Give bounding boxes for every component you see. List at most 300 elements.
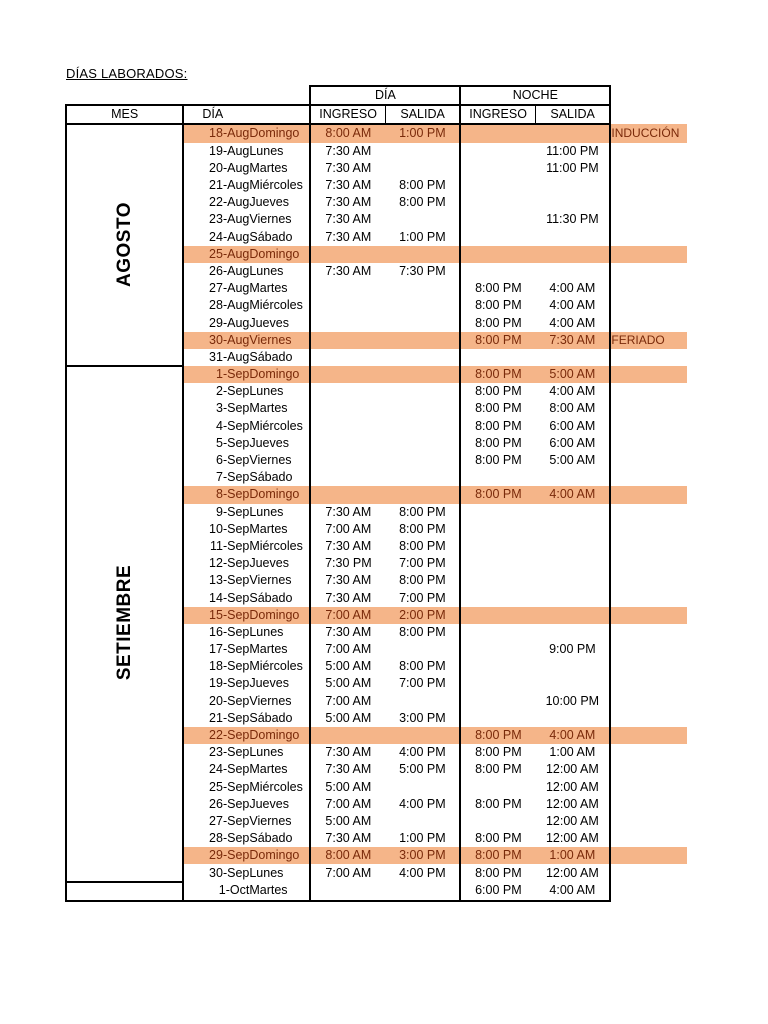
day-name-cell: Lunes bbox=[249, 745, 284, 760]
noche-ingreso-cell: 6:00 PM bbox=[460, 882, 535, 901]
dia-ingreso-cell: 7:30 PM bbox=[310, 555, 385, 572]
note-cell bbox=[610, 211, 687, 228]
day-name-cell: Domingo bbox=[249, 366, 310, 383]
noche-ingreso-cell: 8:00 PM bbox=[460, 366, 535, 383]
dia-ingreso-cell: 7:30 AM bbox=[310, 830, 385, 847]
day-name-cell: Domingo bbox=[249, 727, 310, 744]
noche-salida-cell bbox=[535, 229, 610, 246]
dia-salida-cell: 1:00 PM bbox=[385, 229, 460, 246]
note-cell bbox=[610, 744, 687, 761]
date-cell: 22-Aug bbox=[209, 195, 250, 210]
noche-ingreso-cell bbox=[460, 246, 535, 263]
noche-salida-cell: 12:00 AM bbox=[535, 830, 610, 847]
noche-ingreso-cell bbox=[460, 504, 535, 521]
day-name-cell: Miércoles bbox=[249, 178, 303, 193]
noche-ingreso-cell: 8:00 PM bbox=[460, 727, 535, 744]
dia-ingreso-cell: 7:30 AM bbox=[310, 761, 385, 778]
mes-header: MES bbox=[66, 105, 183, 124]
noche-salida-cell: 9:00 PM bbox=[535, 641, 610, 658]
noche-salida-cell bbox=[535, 572, 610, 589]
note-cell bbox=[610, 710, 687, 727]
noche-ingreso-cell: 8:00 PM bbox=[460, 297, 535, 314]
date-cell: 1-Sep bbox=[183, 366, 249, 383]
dia-salida-cell bbox=[385, 400, 460, 417]
date-cell: 25-Aug bbox=[183, 246, 249, 263]
dia-salida-cell: 8:00 PM bbox=[385, 194, 460, 211]
note-cell bbox=[610, 452, 687, 469]
noche-salida-cell bbox=[535, 675, 610, 692]
table-row bbox=[66, 882, 687, 901]
noche-ingreso-cell bbox=[460, 263, 535, 280]
dia-ingreso-cell: 7:30 AM bbox=[310, 504, 385, 521]
day-name-cell: Sábado bbox=[249, 470, 293, 485]
noche-ingreso-cell bbox=[460, 229, 535, 246]
note-cell bbox=[610, 761, 687, 778]
day-name-cell: Viernes bbox=[249, 693, 292, 708]
month-label: SETIEMBRE bbox=[114, 565, 136, 681]
noche-ingreso-cell: 8:00 PM bbox=[460, 761, 535, 778]
date-cell: 29-Aug bbox=[209, 315, 250, 330]
note-cell bbox=[610, 314, 687, 331]
dia-ingreso-cell bbox=[310, 314, 385, 331]
month-label: AGOSTO bbox=[114, 201, 136, 287]
date-cell: 26-Sep bbox=[209, 796, 250, 811]
noche-salida-cell: 4:00 AM bbox=[535, 383, 610, 400]
note-cell bbox=[610, 263, 687, 280]
day-name-cell: Miércoles bbox=[249, 779, 303, 794]
noche-salida-cell: 1:00 AM bbox=[535, 744, 610, 761]
dia-ingreso-cell: 7:30 AM bbox=[310, 624, 385, 641]
noche-salida-cell: 10:00 PM bbox=[535, 693, 610, 710]
dia-salida-cell bbox=[385, 211, 460, 228]
date-cell: 27-Sep bbox=[209, 813, 250, 828]
day-name-cell: Sábado bbox=[249, 349, 293, 364]
dia-salida-cell bbox=[385, 779, 460, 796]
noche-ingreso-cell: 8:00 PM bbox=[460, 400, 535, 417]
dia-salida-cell bbox=[385, 813, 460, 830]
dia-ingreso-cell: 5:00 AM bbox=[310, 658, 385, 675]
noche-ingreso-cell bbox=[460, 211, 535, 228]
dia-salida-cell: 8:00 PM bbox=[385, 504, 460, 521]
dia-ingreso-cell bbox=[310, 400, 385, 417]
date-cell: 27-Aug bbox=[209, 281, 250, 296]
dia-salida-cell: 8:00 PM bbox=[385, 538, 460, 555]
day-name-cell: Domingo bbox=[249, 486, 310, 503]
day-name-cell: Viernes bbox=[249, 813, 292, 828]
dia-salida-cell: 7:00 PM bbox=[385, 675, 460, 692]
note-cell bbox=[610, 658, 687, 675]
noche-ingreso-cell: 8:00 PM bbox=[460, 332, 535, 349]
noche-ingreso-cell: 8:00 PM bbox=[460, 435, 535, 452]
day-name-cell: Martes bbox=[249, 521, 288, 536]
note-cell bbox=[610, 143, 687, 160]
day-name-cell: Domingo bbox=[249, 847, 310, 864]
noche-ingreso-cell: 8:00 PM bbox=[460, 486, 535, 503]
dia-ingreso-cell bbox=[310, 418, 385, 435]
day-name-cell: Lunes bbox=[249, 865, 284, 880]
dia-ingreso-header: INGRESO bbox=[310, 105, 385, 124]
noche-salida-cell bbox=[535, 555, 610, 572]
dia-ingreso-cell: 7:30 AM bbox=[310, 263, 385, 280]
day-name-cell: Lunes bbox=[249, 143, 284, 158]
date-cell: 28-Aug bbox=[209, 298, 250, 313]
dia-ingreso-cell: 7:30 AM bbox=[310, 572, 385, 589]
note-cell bbox=[610, 297, 687, 314]
noche-ingreso-cell bbox=[460, 589, 535, 606]
noche-ingreso-cell: 8:00 PM bbox=[460, 452, 535, 469]
dia-ingreso-cell bbox=[310, 727, 385, 744]
month-label-cell bbox=[66, 124, 183, 366]
dia-ingreso-cell bbox=[310, 280, 385, 297]
note-cell bbox=[610, 693, 687, 710]
noche-salida-cell: 11:00 PM bbox=[535, 160, 610, 177]
noche-salida-cell: 6:00 AM bbox=[535, 418, 610, 435]
dia-salida-cell: 4:00 PM bbox=[385, 796, 460, 813]
date-cell: 7-Sep bbox=[216, 470, 250, 485]
day-name-cell: Viernes bbox=[249, 332, 310, 349]
noche-salida-cell: 6:00 AM bbox=[535, 435, 610, 452]
date-cell: 19-Aug bbox=[209, 143, 250, 158]
day-name-cell: Lunes bbox=[249, 504, 284, 519]
dia-ingreso-cell: 7:30 AM bbox=[310, 143, 385, 160]
noche-ingreso-cell bbox=[460, 693, 535, 710]
day-name-cell: Jueves bbox=[249, 556, 289, 571]
note-cell bbox=[610, 160, 687, 177]
dia-ingreso-cell bbox=[310, 486, 385, 503]
noche-ingreso-cell bbox=[460, 538, 535, 555]
date-cell: 9-Sep bbox=[216, 504, 250, 519]
noche-ingreso-cell bbox=[460, 521, 535, 538]
day-name-cell: Martes bbox=[249, 160, 288, 175]
noche-salida-cell: 12:00 AM bbox=[535, 779, 610, 796]
noche-salida-cell bbox=[535, 589, 610, 606]
noche-salida-cell: 11:30 PM bbox=[535, 211, 610, 228]
date-cell: 20-Sep bbox=[209, 693, 250, 708]
dia-salida-cell bbox=[385, 486, 460, 503]
dia-ingreso-cell: 7:30 AM bbox=[310, 211, 385, 228]
dia-ingreso-cell: 7:00 AM bbox=[310, 693, 385, 710]
day-name-cell: Miércoles bbox=[249, 298, 303, 313]
dia-ingreso-cell: 5:00 AM bbox=[310, 779, 385, 796]
noche-ingreso-cell: 8:00 PM bbox=[460, 864, 535, 881]
noche-salida-cell: 4:00 AM bbox=[535, 280, 610, 297]
dia-ingreso-cell: 5:00 AM bbox=[310, 675, 385, 692]
dia-ingreso-cell: 7:30 AM bbox=[310, 589, 385, 606]
noche-ingreso-cell bbox=[460, 124, 535, 142]
dia-ingreso-cell bbox=[310, 435, 385, 452]
noche-salida-cell: 4:00 AM bbox=[535, 882, 610, 901]
note-cell: FERIADO bbox=[610, 332, 687, 349]
date-cell: 19-Sep bbox=[209, 676, 250, 691]
noche-salida-cell bbox=[535, 177, 610, 194]
day-name-cell: Jueves bbox=[249, 796, 289, 811]
dia-ingreso-cell bbox=[310, 297, 385, 314]
dia-ingreso-cell: 5:00 AM bbox=[310, 813, 385, 830]
dia-salida-cell bbox=[385, 882, 460, 901]
note-cell bbox=[610, 521, 687, 538]
date-cell: 14-Sep bbox=[209, 590, 250, 605]
noche-ingreso-cell bbox=[460, 194, 535, 211]
dia-salida-cell: 1:00 PM bbox=[385, 830, 460, 847]
dia-header: DÍA bbox=[183, 105, 249, 124]
dia-salida-cell bbox=[385, 383, 460, 400]
group-header-row bbox=[66, 86, 687, 105]
noche-salida-cell: 11:00 PM bbox=[535, 143, 610, 160]
noche-salida-cell: 4:00 AM bbox=[535, 486, 610, 503]
table-row bbox=[66, 124, 687, 142]
noche-ingreso-cell: 8:00 PM bbox=[460, 418, 535, 435]
date-cell: 18-Sep bbox=[209, 659, 250, 674]
date-cell: 1-Oct bbox=[183, 882, 249, 901]
dia-salida-cell bbox=[385, 280, 460, 297]
noche-ingreso-cell bbox=[460, 641, 535, 658]
dia-ingreso-cell bbox=[310, 383, 385, 400]
dia-salida-cell: 8:00 PM bbox=[385, 624, 460, 641]
date-cell: 25-Sep bbox=[209, 779, 250, 794]
note-cell bbox=[610, 280, 687, 297]
note-cell bbox=[610, 589, 687, 606]
dia-ingreso-cell: 7:00 AM bbox=[310, 607, 385, 624]
noche-salida-cell: 7:30 AM bbox=[535, 332, 610, 349]
note-cell bbox=[610, 246, 687, 263]
noche-ingreso-cell: 8:00 PM bbox=[460, 314, 535, 331]
dia-salida-cell: 7:30 PM bbox=[385, 263, 460, 280]
note-cell bbox=[610, 349, 687, 366]
date-cell: 3-Sep bbox=[216, 401, 250, 416]
note-cell bbox=[610, 418, 687, 435]
note-cell bbox=[610, 194, 687, 211]
noche-ingreso-cell bbox=[460, 160, 535, 177]
note-cell bbox=[610, 624, 687, 641]
dia-salida-cell: 4:00 PM bbox=[385, 864, 460, 881]
date-cell: 4-Sep bbox=[216, 418, 250, 433]
day-name-cell: Domingo bbox=[249, 124, 310, 142]
dia-salida-cell bbox=[385, 727, 460, 744]
noche-salida-cell bbox=[535, 194, 610, 211]
date-cell: 26-Aug bbox=[209, 263, 250, 278]
noche-salida-cell bbox=[535, 349, 610, 366]
noche-ingreso-cell: 8:00 PM bbox=[460, 383, 535, 400]
note-cell bbox=[610, 779, 687, 796]
noche-salida-cell: 12:00 AM bbox=[535, 761, 610, 778]
noche-salida-cell: 1:00 AM bbox=[535, 847, 610, 864]
date-cell: 28-Sep bbox=[209, 831, 250, 846]
dia-ingreso-cell bbox=[310, 469, 385, 486]
date-cell: 22-Sep bbox=[183, 727, 249, 744]
dia-ingreso-cell: 8:00 AM bbox=[310, 124, 385, 142]
day-name-cell: Martes bbox=[249, 281, 288, 296]
dia-ingreso-cell: 7:30 AM bbox=[310, 744, 385, 761]
noche-salida-cell bbox=[535, 521, 610, 538]
noche-ingreso-cell bbox=[460, 349, 535, 366]
noche-ingreso-header: INGRESO bbox=[460, 105, 535, 124]
date-cell: 8-Sep bbox=[183, 486, 249, 503]
noche-salida-cell: 4:00 AM bbox=[535, 727, 610, 744]
date-cell: 2-Sep bbox=[216, 384, 250, 399]
dia-salida-cell bbox=[385, 469, 460, 486]
noche-salida-header: SALIDA bbox=[535, 105, 610, 124]
day-name-cell: Lunes bbox=[249, 384, 284, 399]
date-cell: 11-Sep bbox=[209, 538, 250, 553]
date-cell: 12-Sep bbox=[209, 556, 250, 571]
day-name-cell: Jueves bbox=[249, 195, 289, 210]
dia-ingreso-cell bbox=[310, 452, 385, 469]
dia-ingreso-cell: 7:00 AM bbox=[310, 521, 385, 538]
date-cell: 5-Sep bbox=[216, 435, 250, 450]
dia-ingreso-cell bbox=[310, 882, 385, 901]
noche-salida-cell bbox=[535, 538, 610, 555]
dia-ingreso-cell: 7:00 AM bbox=[310, 796, 385, 813]
note-cell bbox=[610, 555, 687, 572]
dia-ingreso-cell: 7:30 AM bbox=[310, 194, 385, 211]
noche-ingreso-cell bbox=[460, 572, 535, 589]
dia-salida-cell: 3:00 PM bbox=[385, 710, 460, 727]
day-name-cell: Domingo bbox=[249, 607, 310, 624]
day-name-cell: Martes bbox=[249, 642, 288, 657]
day-name-cell: Jueves bbox=[249, 676, 289, 691]
dia-salida-cell bbox=[385, 349, 460, 366]
sheet-title: DÍAS LABORADOS: bbox=[66, 66, 188, 81]
day-name-cell: Sábado bbox=[249, 710, 293, 725]
date-cell: 17-Sep bbox=[209, 642, 250, 657]
note-cell bbox=[610, 641, 687, 658]
date-cell: 23-Aug bbox=[209, 212, 250, 227]
noche-ingreso-cell bbox=[460, 624, 535, 641]
date-cell: 18-Aug bbox=[183, 124, 249, 142]
dia-salida-cell: 7:00 PM bbox=[385, 555, 460, 572]
note-cell bbox=[610, 830, 687, 847]
note-cell bbox=[610, 435, 687, 452]
date-cell: 20-Aug bbox=[209, 160, 250, 175]
note-cell bbox=[610, 229, 687, 246]
noche-salida-cell: 5:00 AM bbox=[535, 452, 610, 469]
noche-ingreso-cell bbox=[460, 177, 535, 194]
date-cell: 16-Sep bbox=[209, 624, 250, 639]
dia-ingreso-cell: 7:30 AM bbox=[310, 229, 385, 246]
dia-salida-cell: 2:00 PM bbox=[385, 607, 460, 624]
noche-salida-cell: 8:00 AM bbox=[535, 400, 610, 417]
dia-salida-cell: 8:00 PM bbox=[385, 658, 460, 675]
noche-salida-cell: 5:00 AM bbox=[535, 366, 610, 383]
noche-ingreso-cell: 8:00 PM bbox=[460, 744, 535, 761]
day-name-cell: Miércoles bbox=[249, 538, 303, 553]
day-name-cell: Jueves bbox=[249, 435, 289, 450]
dia-salida-cell bbox=[385, 693, 460, 710]
noche-salida-cell bbox=[535, 263, 610, 280]
note-cell bbox=[610, 864, 687, 881]
day-name-cell: Sábado bbox=[249, 831, 293, 846]
dia-ingreso-cell bbox=[310, 246, 385, 263]
dia-ingreso-cell: 7:30 AM bbox=[310, 538, 385, 555]
dia-salida-cell bbox=[385, 435, 460, 452]
noche-group-header: NOCHE bbox=[460, 86, 610, 105]
noche-salida-cell bbox=[535, 710, 610, 727]
dia-ingreso-cell: 7:00 AM bbox=[310, 641, 385, 658]
day-name-cell: Martes bbox=[249, 882, 310, 901]
date-cell: 21-Aug bbox=[209, 178, 250, 193]
noche-ingreso-cell bbox=[460, 555, 535, 572]
noche-ingreso-cell: 8:00 PM bbox=[460, 847, 535, 864]
noche-salida-cell: 4:00 AM bbox=[535, 314, 610, 331]
noche-salida-cell bbox=[535, 469, 610, 486]
dia-salida-cell bbox=[385, 418, 460, 435]
day-name-cell: Martes bbox=[249, 401, 288, 416]
note-cell: INDUCCIÓN bbox=[610, 124, 687, 142]
dia-ingreso-cell: 8:00 AM bbox=[310, 847, 385, 864]
dia-salida-cell bbox=[385, 452, 460, 469]
day-name-cell: Lunes bbox=[249, 263, 284, 278]
dia-salida-cell bbox=[385, 160, 460, 177]
noche-salida-cell bbox=[535, 246, 610, 263]
note-cell bbox=[610, 366, 687, 383]
dia-salida-cell: 5:00 PM bbox=[385, 761, 460, 778]
noche-salida-cell: 12:00 AM bbox=[535, 864, 610, 881]
date-cell: 13-Sep bbox=[209, 573, 250, 588]
day-name-cell: Viernes bbox=[249, 453, 292, 468]
dia-salida-cell: 4:00 PM bbox=[385, 744, 460, 761]
dia-ingreso-cell bbox=[310, 349, 385, 366]
dia-salida-cell bbox=[385, 246, 460, 263]
noche-salida-cell bbox=[535, 124, 610, 142]
note-cell bbox=[610, 469, 687, 486]
dia-salida-header: SALIDA bbox=[385, 105, 460, 124]
day-name-cell: Miércoles bbox=[249, 659, 303, 674]
dia-group-header: DÍA bbox=[310, 86, 460, 105]
noche-salida-cell: 4:00 AM bbox=[535, 297, 610, 314]
noche-salida-cell: 12:00 AM bbox=[535, 813, 610, 830]
note-cell bbox=[610, 572, 687, 589]
dia-ingreso-cell: 7:30 AM bbox=[310, 160, 385, 177]
date-cell: 30-Aug bbox=[183, 332, 249, 349]
day-name-cell: Lunes bbox=[249, 624, 284, 639]
dia-salida-cell: 7:00 PM bbox=[385, 589, 460, 606]
note-cell bbox=[610, 813, 687, 830]
date-cell: 30-Sep bbox=[209, 865, 250, 880]
day-name-cell: Viernes bbox=[249, 573, 292, 588]
day-name-cell: Martes bbox=[249, 762, 288, 777]
dia-salida-cell: 8:00 PM bbox=[385, 572, 460, 589]
dia-ingreso-cell bbox=[310, 332, 385, 349]
noche-ingreso-cell: 8:00 PM bbox=[460, 830, 535, 847]
noche-ingreso-cell bbox=[460, 143, 535, 160]
noche-ingreso-cell: 8:00 PM bbox=[460, 280, 535, 297]
dia-salida-cell bbox=[385, 332, 460, 349]
attendance-table bbox=[65, 85, 688, 902]
date-cell: 10-Sep bbox=[209, 521, 250, 536]
day-name-cell: Sábado bbox=[249, 229, 293, 244]
date-cell: 23-Sep bbox=[209, 745, 250, 760]
dia-salida-cell bbox=[385, 297, 460, 314]
dia-salida-cell bbox=[385, 366, 460, 383]
note-cell bbox=[610, 847, 687, 864]
noche-salida-cell: 12:00 AM bbox=[535, 796, 610, 813]
day-name-cell: Miércoles bbox=[249, 418, 303, 433]
dia-salida-cell bbox=[385, 143, 460, 160]
noche-salida-cell bbox=[535, 624, 610, 641]
dia-salida-cell bbox=[385, 314, 460, 331]
noche-ingreso-cell bbox=[460, 675, 535, 692]
day-name-cell: Sábado bbox=[249, 590, 293, 605]
column-header-row bbox=[66, 105, 687, 124]
note-cell bbox=[610, 882, 687, 901]
noche-salida-cell bbox=[535, 658, 610, 675]
dia-ingreso-cell: 7:00 AM bbox=[310, 864, 385, 881]
date-cell: 31-Aug bbox=[209, 349, 250, 364]
month-label-cell bbox=[66, 366, 183, 882]
note-cell bbox=[610, 607, 687, 624]
dia-salida-cell: 3:00 PM bbox=[385, 847, 460, 864]
dia-salida-cell bbox=[385, 641, 460, 658]
